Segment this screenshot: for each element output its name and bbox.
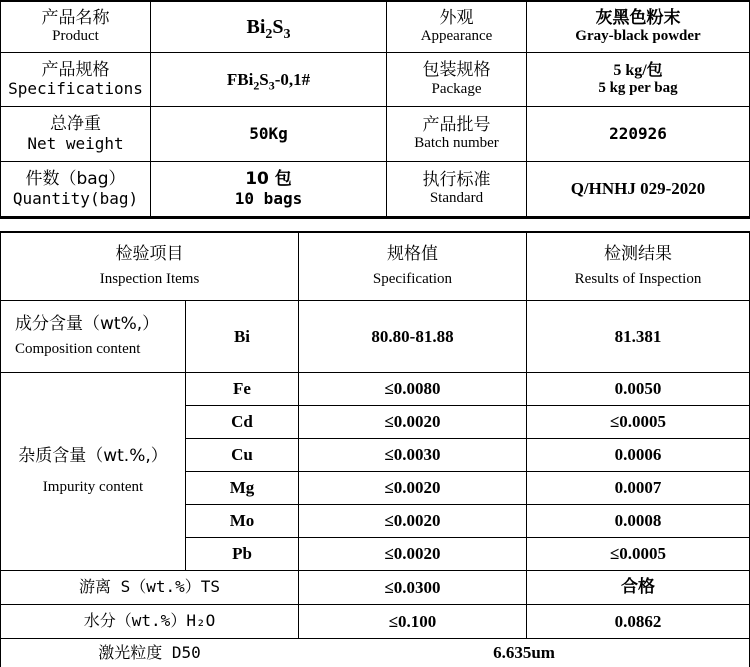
qty-value-en: 10 bags — [234, 188, 303, 208]
standard-label — [387, 162, 526, 216]
ts-spec — [299, 571, 526, 604]
qty-label-en: Quantity(bag) — [12, 188, 139, 208]
netweight-label-en: Net weight — [27, 133, 124, 153]
standard-label-en: Standard — [429, 190, 484, 207]
impurity-spec — [299, 439, 526, 471]
impurity-spec — [299, 538, 526, 570]
h2o-spec — [299, 605, 526, 638]
impurity-result-text: 0.0007 — [614, 478, 662, 498]
impurity-spec-text: ≤0.0020 — [384, 478, 441, 498]
ts-spec-text: ≤0.0300 — [384, 577, 441, 597]
impurity-result — [527, 406, 749, 438]
appearance-label-zh: 外观 — [439, 7, 474, 28]
product-value — [151, 2, 386, 52]
header-items-en: Inspection Items — [99, 270, 200, 287]
spec-label-zh: 产品规格 — [41, 59, 110, 80]
batch-label — [387, 107, 526, 161]
impurity-result-text: 0.0006 — [614, 445, 662, 465]
d50-value-text: 6.635um — [493, 643, 555, 663]
impurity-element-text: Mo — [229, 511, 255, 531]
batch-value — [527, 107, 749, 161]
batch-value-text: 220926 — [609, 123, 667, 143]
appearance-value — [527, 2, 749, 52]
impurity-label-zh: 杂质含量（wt.%,） — [18, 446, 168, 467]
impurity-result — [527, 373, 749, 405]
impurity-element — [186, 538, 298, 570]
impurity-label — [1, 373, 185, 570]
impurity-result-text: ≤0.0005 — [609, 412, 667, 432]
header-items-zh: 检验项目 — [115, 244, 184, 265]
qty-label — [1, 162, 150, 216]
composition-label — [1, 301, 185, 372]
h2o-result — [527, 605, 749, 638]
package-label — [387, 53, 526, 106]
product-label-en: Product — [52, 28, 99, 45]
h2o-label — [1, 605, 298, 638]
impurity-element-text: Fe — [233, 379, 251, 399]
impurity-element — [186, 439, 298, 471]
spec-value — [151, 53, 386, 106]
h2o-label-text: 水分（wt.%）H₂O — [83, 611, 216, 631]
d50-label-text: 激光粒度 D50 — [98, 642, 201, 662]
impurity-result-text: ≤0.0005 — [609, 544, 667, 564]
netweight-label — [1, 107, 150, 161]
impurity-label-en: Impurity content — [42, 478, 144, 495]
impurity-result-text: 0.0050 — [614, 379, 662, 399]
impurity-result — [527, 472, 749, 504]
package-value-zh: 5 kg/包 — [613, 61, 663, 79]
composition-spec-text: 80.80-81.88 — [371, 326, 454, 346]
impurity-spec-text: ≤0.0020 — [384, 412, 441, 432]
impurity-result — [527, 538, 749, 570]
impurity-element — [186, 406, 298, 438]
composition-result-text: 81.381 — [614, 326, 662, 346]
header-result — [527, 233, 749, 300]
impurity-element — [186, 505, 298, 537]
package-value — [527, 53, 749, 106]
composition-label-zh: 成分含量（wt%,） — [15, 314, 160, 335]
appearance-value-zh: 灰黑色粉末 — [595, 7, 681, 28]
package-label-en: Package — [431, 80, 482, 97]
composition-label-en: Composition content — [15, 340, 141, 357]
impurity-spec-text: ≤0.0080 — [384, 379, 441, 399]
product-label — [1, 2, 150, 52]
composition-result — [527, 301, 749, 372]
spec-label-en: Specifications — [8, 79, 143, 99]
standard-label-zh: 执行标准 — [422, 169, 491, 190]
appearance-label — [387, 2, 526, 52]
impurity-spec-text: ≤0.0030 — [384, 445, 441, 465]
header-result-zh: 检测结果 — [604, 244, 672, 265]
ts-result — [527, 571, 749, 604]
batch-label-zh: 产品批号 — [422, 114, 491, 135]
ts-label — [1, 571, 298, 604]
impurity-result — [527, 439, 749, 471]
impurity-spec — [299, 406, 526, 438]
header-items — [1, 233, 298, 300]
impurity-spec — [299, 472, 526, 504]
qty-label-zh: 件数（bag） — [25, 169, 126, 190]
package-label-zh: 包装规格 — [422, 60, 491, 81]
qty-value-zh: 10 包 — [245, 169, 292, 190]
impurity-result — [527, 505, 749, 537]
header-spec-en: Specification — [372, 270, 453, 287]
standard-value — [527, 162, 749, 216]
standard-value-text: Q/HNHJ 029-2020 — [570, 179, 706, 199]
impurity-element-text: Cd — [231, 412, 253, 432]
impurity-result-text: 0.0008 — [614, 511, 662, 531]
product-label-zh: 产品名称 — [41, 7, 110, 28]
impurity-spec — [299, 373, 526, 405]
h2o-result-text: 0.0862 — [614, 611, 662, 631]
d50-value — [299, 639, 749, 667]
h2o-spec-text: ≤0.100 — [388, 611, 437, 631]
impurity-element — [186, 373, 298, 405]
header-spec — [299, 233, 526, 300]
spec-label — [1, 53, 150, 106]
impurity-element-text: Pb — [232, 544, 252, 564]
appearance-label-en: Appearance — [420, 28, 493, 45]
ts-label-text: 游离 S（wt.%）TS — [78, 577, 221, 597]
impurity-element — [186, 472, 298, 504]
impurity-element-text: Mg — [229, 478, 255, 498]
package-value-en: 5 kg per bag — [598, 80, 678, 97]
batch-label-en: Batch number — [414, 135, 499, 152]
spec-code: $FBi_2S_3-0,1\#$ — [226, 69, 311, 93]
impurity-spec-text: ≤0.0020 — [384, 511, 441, 531]
composition-element-text: Bi — [233, 326, 251, 346]
rule — [0, 216, 750, 219]
qty-value — [151, 162, 386, 216]
composition-spec — [299, 301, 526, 372]
impurity-spec — [299, 505, 526, 537]
impurity-spec-text: ≤0.0020 — [384, 544, 441, 564]
header-spec-zh: 规格值 — [387, 244, 438, 265]
netweight-value-text: 50Kg — [249, 123, 288, 143]
composition-element — [186, 301, 298, 372]
netweight-value — [151, 107, 386, 161]
impurity-element-text: Cu — [231, 445, 253, 465]
d50-label — [1, 639, 298, 667]
ts-result-text: 合格 — [621, 576, 655, 597]
netweight-label-zh: 总净重 — [50, 114, 101, 135]
product-formula: $Bi_2S_3$ — [246, 15, 291, 42]
appearance-value-en: Gray-black powder — [575, 28, 701, 45]
header-result-en: Results of Inspection — [574, 270, 702, 287]
